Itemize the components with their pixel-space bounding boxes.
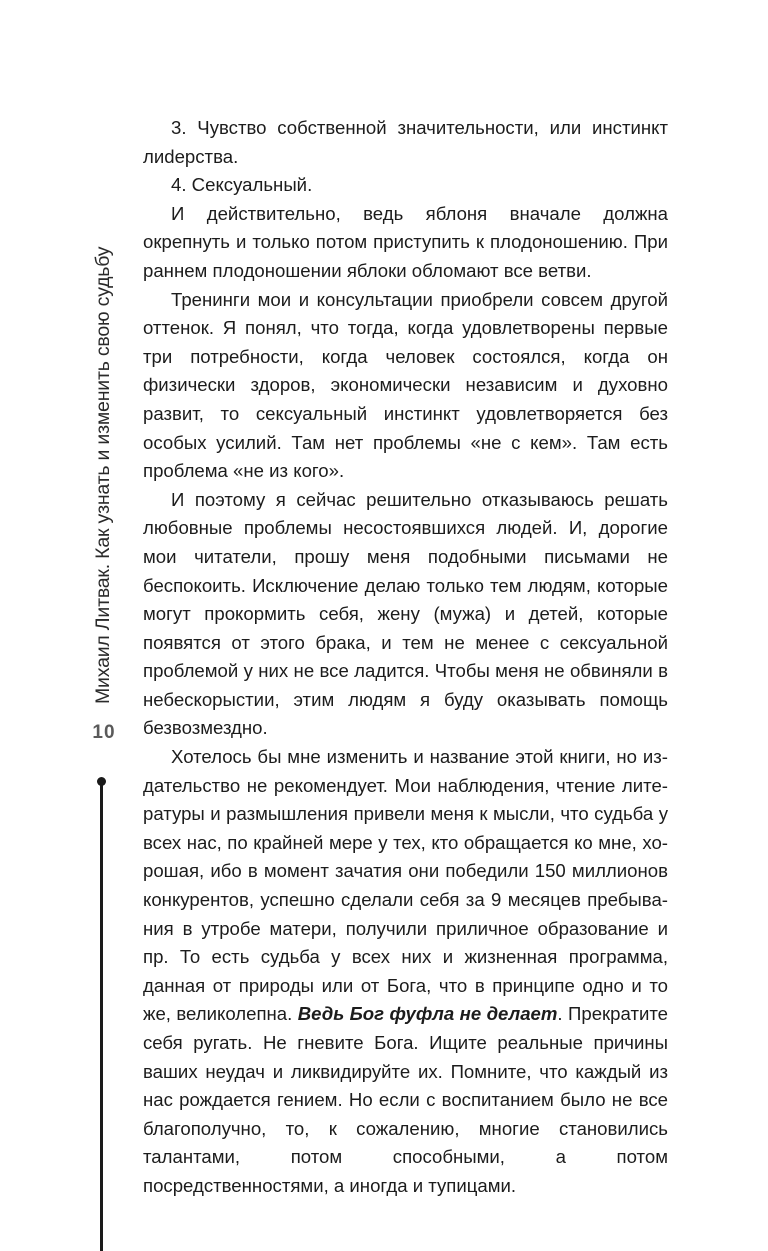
paragraph-6-end: . Прекратите себя ругать. Не гневите Бога. Ищите реальные причины ваших неудач и ликвидируйте их. Помните, что каждый из нас рождается гением. Но если с воспитанием было не все благополучно, то, к сожалению, многие становились талантами, потом способными, а потом посредственностями, а иногда и тупицами. — [143, 1003, 668, 1196]
body-text — [143, 114, 668, 1201]
paragraph-5: И поэтому я сейчас решительно отказываюсь решать любовные проблемы несостоявшихся людей. И, дорогие мои читатели, прошу меня подобными письмами не беспокоить. Исключение делаю только тем людям, которые могут прокормить себя, жену (мужа) и детей, которые появятся от этого брака, и тем не менее с сексуальной проблемой у них не все ладится. Чтобы меня не обвиняли в небескорыстии, этим людям я буду оказывать помощь безвозмездно. — [143, 488, 668, 739]
paragraph-1: 3. Чувство собственной значительности, или инстинкт лиdерства. — [143, 117, 668, 167]
running-head-title: Михаил Литвак. Как узнать и изменить свою судьбу — [92, 246, 114, 704]
paragraph-3: И действительно, ведь яблоня вначале должна окрепнуть и только потом приступить к плодоношению. При раннем плодоношении яблоки обломают все ветви. — [143, 202, 668, 281]
margin-rule-line — [100, 781, 103, 1251]
paragraph-6-start: Хотелось бы мне изменить и название этой книги, но издательство не рекомендует. Мои наблюдения, чтение литературы и размышления привели меня к мысли, что судьба у всех нас, по крайней мере у тех, кто обращается ко мне, хорошая, ибо в момент зачатия они победили 150 миллионов конкурентов, успешно сделали себя за 9 месяцев пребывания в утробе матери, получили приличное образование и пр. То есть судьба у всех них и жизненная программа, данная от природы или от Бога, что в принципе одно и то же, великолепна. — [143, 746, 668, 1025]
paragraph-2: 4. Сексуальный. — [171, 174, 313, 196]
emphasis-phrase: Ведь Бог фуфла не делает — [297, 1003, 558, 1025]
page-number: 10 — [92, 722, 116, 743]
paragraph-4: Тренинги мои и консультации приобрели совсем другой оттенок. Я понял, что тогда, когда удовлетворены первые три потребности, когда человек состоялся, когда он физически здоров, экономически независим и духовно развит, то сексуальный инстинкт удовлетворяется без особых усилий. Там нет проблемы «не с кем». Там есть проблема «не из кого». — [143, 288, 668, 482]
paragraph-6 — [143, 743, 668, 1201]
